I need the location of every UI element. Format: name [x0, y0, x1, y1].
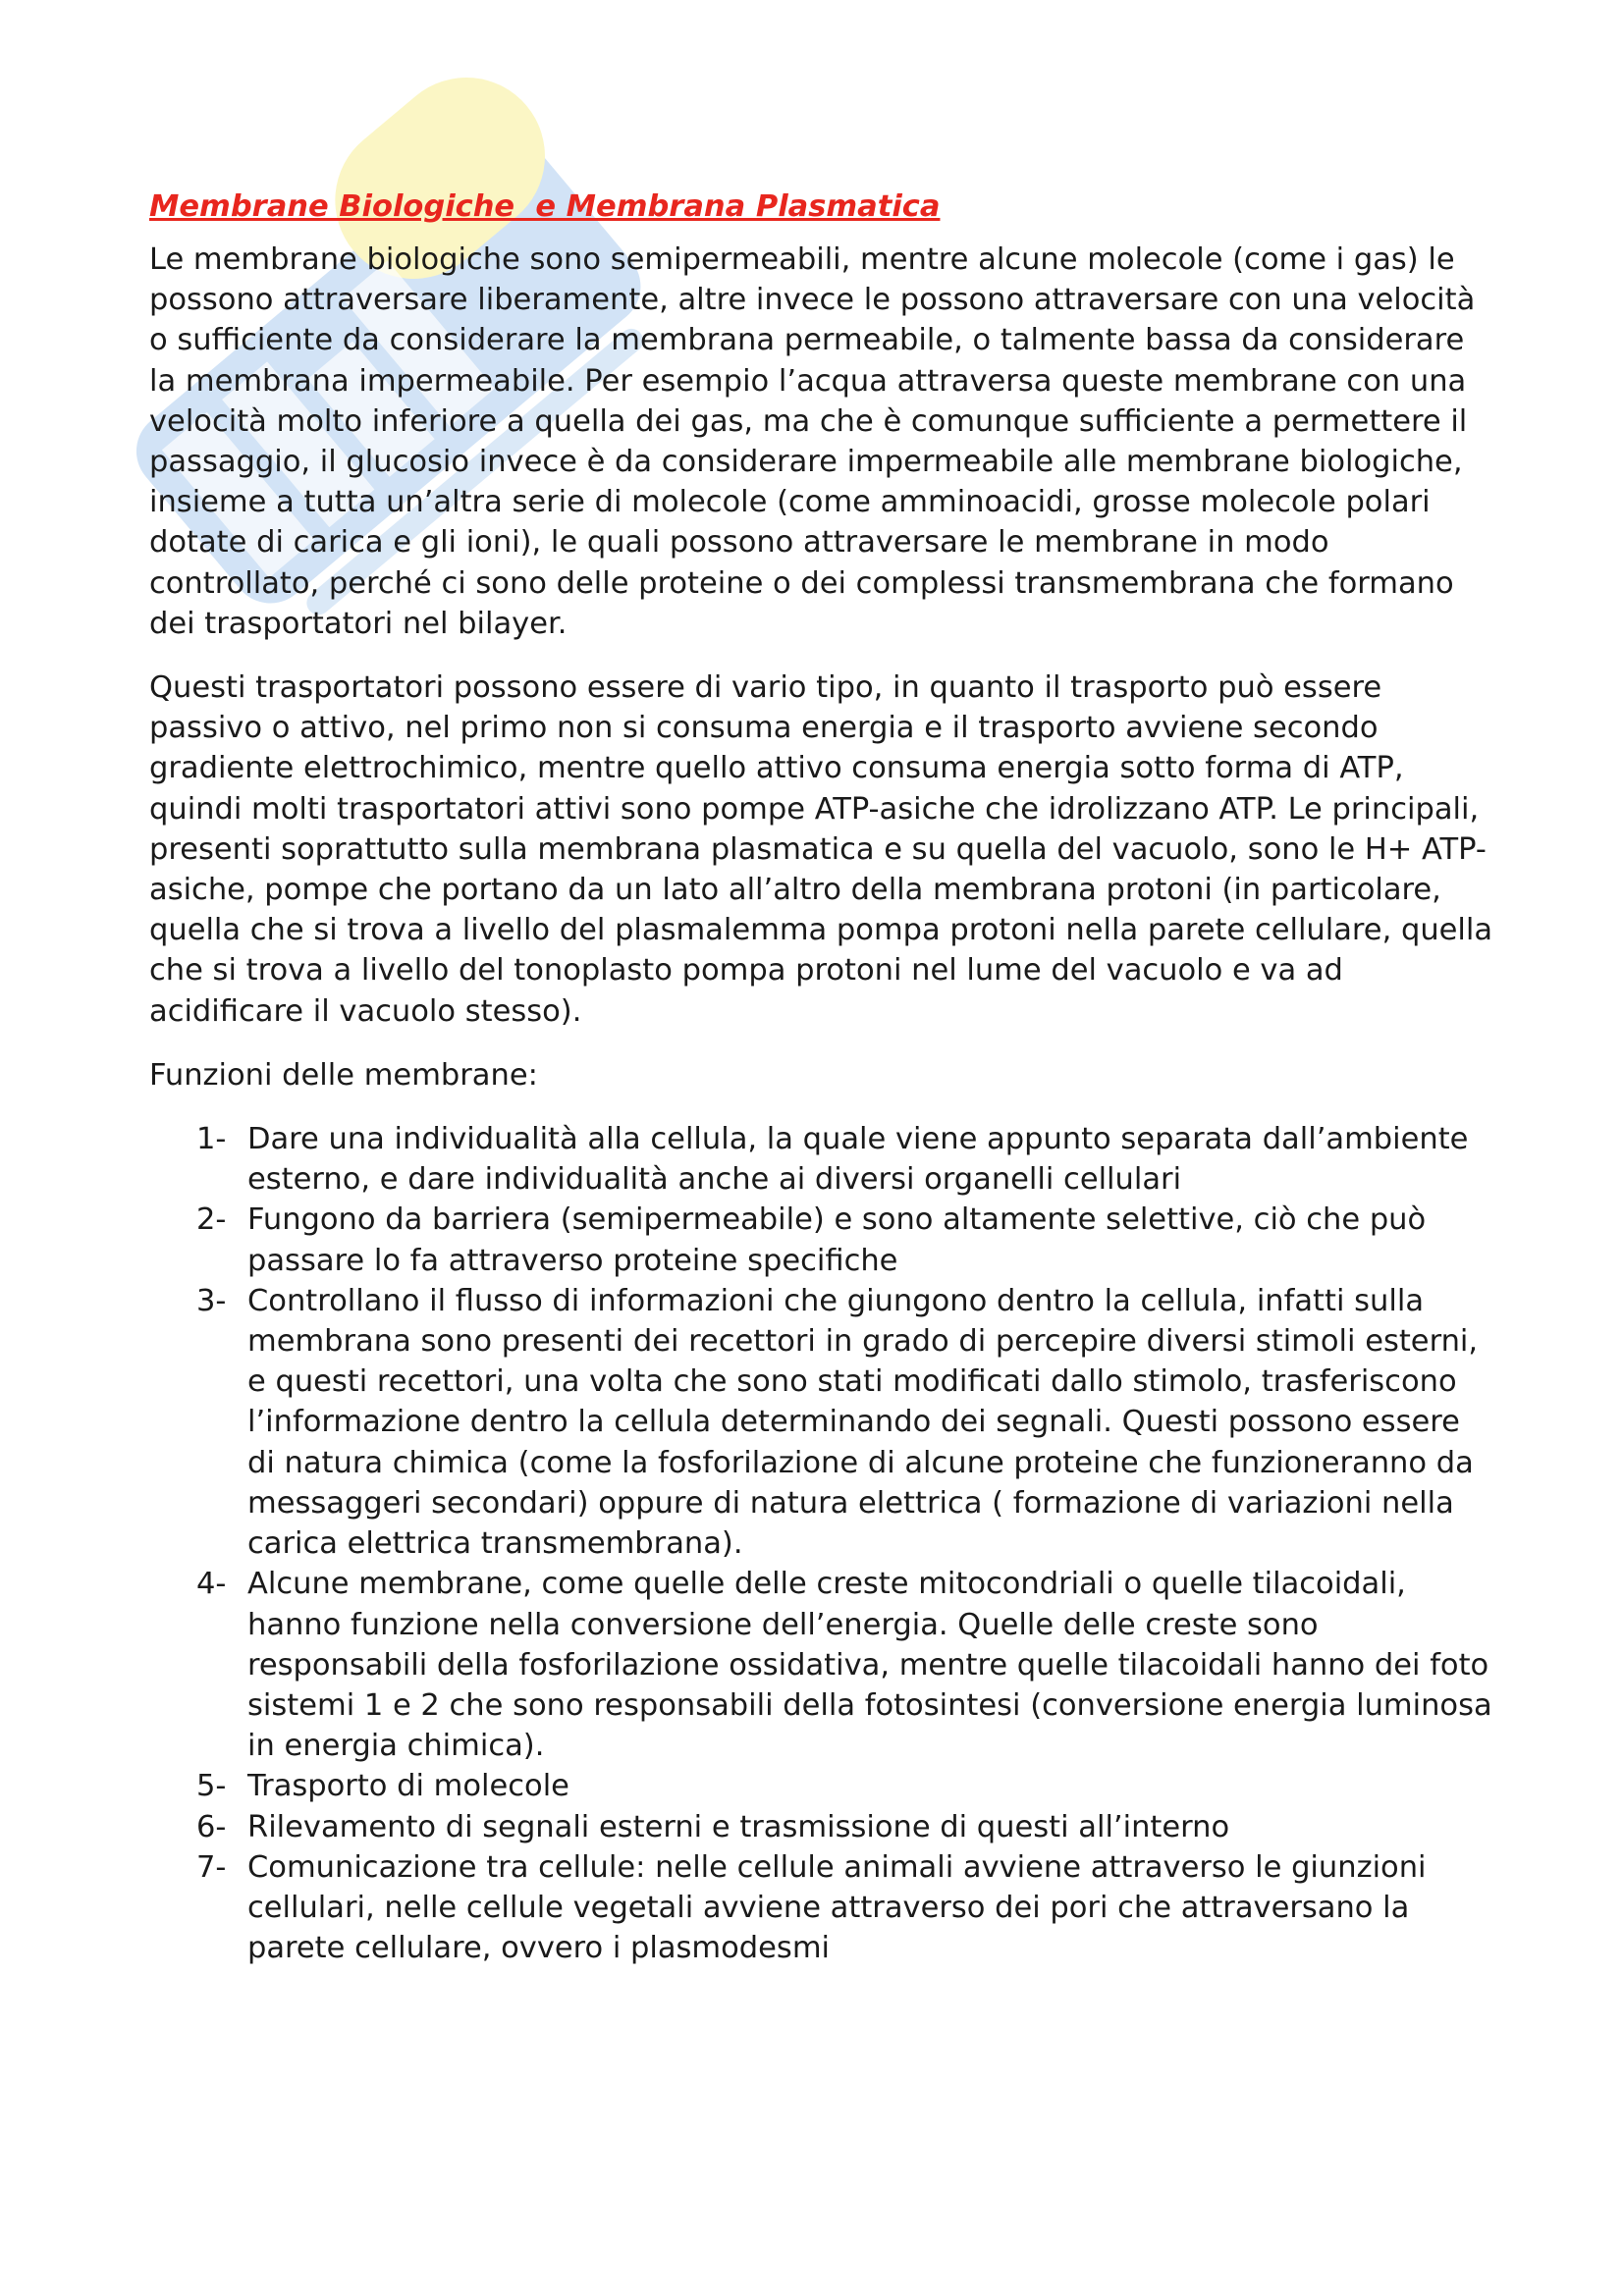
- list-item-text: Controllano il flusso di informazioni che giungono dentro la cellula, infatti sulla membrana sono presenti dei recettori in grado di percepire diversi stimoli esterni, e questi recettori, una volta che sono stati modificati dallo stimolo, trasferiscono l’informazione dentro la cellula determinando dei segnali. Questi possono essere di natura chimica (come la fosforilazione di alcune proteine che funzioneranno da messaggeri secondari) oppure di natura elettrica ( formazione di variazioni nella carica elettrica transmembrana).: [247, 1283, 1479, 1562]
- list-item: [149, 1847, 1494, 1969]
- list-item-text: Trasporto di molecole: [247, 1769, 569, 1804]
- list-intro: Funzioni delle membrane:: [149, 1057, 538, 1093]
- list-item-text: Dare una individualità alla cellula, la quale viene appunto separata dall’ambiente esterno, e dare individualità anche ai diversi organelli cellulari: [247, 1122, 1469, 1198]
- list-item-number: 4-: [196, 1567, 227, 1602]
- list-item-text: Rilevamento di segnali esterni e trasmissione di questi all’interno: [247, 1809, 1230, 1844]
- list-item: [149, 1807, 1494, 1847]
- list-item-text: Alcune membrane, come quelle delle creste mitocondriali o quelle tilacoidali, hanno funzione nella conversione dell’energia. Quelle delle creste sono responsabili della fosforilazione ossidativa, mentre quelle tilacoidali hanno dei foto sistemi 1 e 2 che sono responsabili della fotosintesi (conversione energia luminosa in energia chimica).: [247, 1567, 1492, 1764]
- list-item-number: 7-: [196, 1849, 227, 1885]
- functions-list: [149, 1119, 1494, 1968]
- list-item: [149, 1200, 1494, 1280]
- list-item-number: 2-: [196, 1202, 227, 1238]
- list-item: [149, 1564, 1494, 1766]
- list-item: [149, 1766, 1494, 1806]
- list-item-number: 3-: [196, 1283, 227, 1318]
- list-item-text: Comunicazione tra cellule: nelle cellule animali avviene attraverso le giunzioni cellulari, nelle cellule vegetali avviene attraverso dei pori che attraversano la parete cellulare, ovvero i plasmodesmi: [247, 1849, 1427, 1966]
- document-title: Membrane Biologiche e Membrana Plasmatica: [149, 189, 941, 224]
- list-item-text: Fungono da barriera (semipermeabile) e sono altamente selettive, ciò che può passare lo fa attraverso proteine specifiche: [247, 1202, 1427, 1278]
- paragraph-transporters: Questi trasportatori possono essere di vario tipo, in quanto il trasporto può essere passivo o attivo, nel primo non si consuma energia e il trasporto avviene secondo gradiente elettrochimico, mentre quello attivo consuma energia sotto forma di ATP, quindi molti trasportatori attivi sono pompe ATP-asiche che idrolizzano ATP. Le principali, presenti soprattutto sulla membrana plasmatica e su quella del vacuolo, sono le H+ ATP-asiche, pompe che portano da un lato all’altro della membrana protoni (in particolare, quella che si trova a livello del plasmalemma pompa protoni nella parete cellulare, quella che si trova a livello del tonoplasto pompa protoni nel lume del vacuolo e va ad acidificare il vacuolo stesso).: [149, 670, 1493, 1029]
- list-item-number: 1-: [196, 1122, 227, 1157]
- list-item-number: 5-: [196, 1769, 227, 1804]
- list-item-number: 6-: [196, 1809, 227, 1844]
- list-item: [149, 1119, 1494, 1200]
- document-page: [149, 187, 1494, 1968]
- list-item: [149, 1281, 1494, 1564]
- paragraph-membranes: Le membrane biologiche sono semipermeabili, mentre alcune molecole (come i gas) le possono attraversare liberamente, altre invece le possono attraversare con una velocità o sufficiente da considerare la membrana permeabile, o talmente bassa da considerare la membrana impermeabile. Per esempio l’acqua attraversa queste membrane con una velocità molto inferiore a quella dei gas, ma che è comunque sufficiente a permettere il passaggio, il glucosio invece è da considerare impermeabile alle membrane biologiche, insieme a tutta un’altra serie di molecole (come amminoacidi, grosse molecole polari dotate di carica e gli ioni), le quali possono attraversare le membrane in modo controllato, perché ci sono delle proteine o dei complessi transmembrana che formano dei trasportatori nel bilayer.: [149, 242, 1476, 641]
